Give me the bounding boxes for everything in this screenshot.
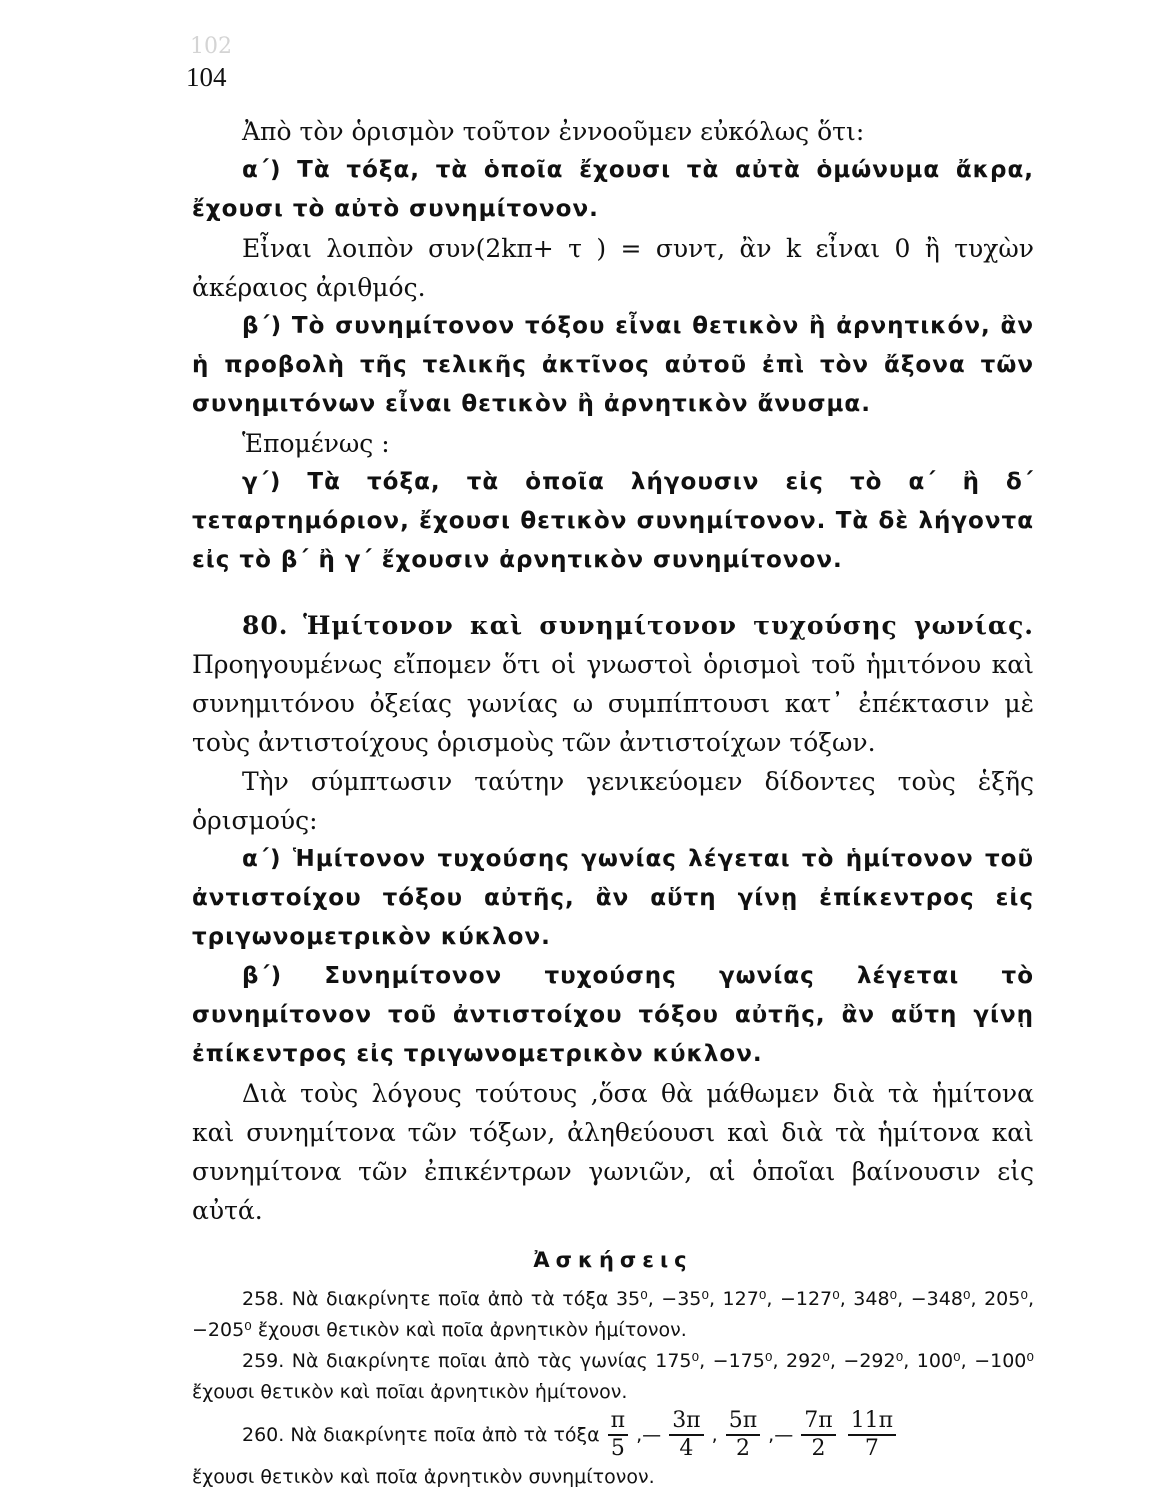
- exercise-260-lead: 260. Νὰ διακρίνητε ποῖα ἀπὸ τὰ τόξα: [242, 1423, 600, 1446]
- fraction-4-den: 2: [811, 1436, 826, 1461]
- intro-paragraph: Ἀπὸ τὸν ὁρισμὸν τοῦτον ἐννοοῦμεν εὐκόλως ὅτι:: [242, 117, 865, 146]
- section-80-paragraph: [192, 606, 1034, 762]
- exercise-260-tail: ἔχουσι θετικὸν καὶ ποῖα ἀρνητικὸν συνημίτονον.: [192, 1466, 655, 1488]
- fraction-3-sign: ,: [711, 1423, 718, 1446]
- fraction-3-den: 2: [735, 1436, 750, 1461]
- fraction-3: [726, 1408, 760, 1462]
- rule-gamma-1: γ΄) Τὰ τόξα, τὰ ὁποῖα λήγουσιν εἰς τὸ α΄ ἢ δ΄ τεταρτημόριον, ἔχουσι θετικὸν συνημίτονον. Τὰ δὲ λήγοντα εἰς τὸ β΄ ἢ γ΄ ἔχουσιν ἀρνητικὸν συνημίτονον.: [192, 469, 1034, 573]
- rule-beta-2: β΄) Συνημίτονον τυχούσης γωνίας λέγεται τὸ συνημίτονον τοῦ ἀντιστοίχου τόξου αὐτῆς, ἂν αὕτη γίνῃ ἐπίκεντρος εἰς τριγωνομετρικὸν κύκλον.: [192, 963, 1034, 1067]
- fraction-4-sign: ,—: [768, 1423, 794, 1446]
- fraction-1-num: π: [608, 1408, 628, 1436]
- rule-alpha-1: α΄) Τὰ τόξα, τὰ ὁποῖα ἔχουσι τὰ αὐτὰ ὁμώνυμα ἄκρα, ἔχουσι τὸ αὐτὸ συνημίτονον.: [192, 157, 1034, 222]
- rule-beta-1: β΄) Τὸ συνημίτονον τόξου εἶναι θετικὸν ἢ ἀρνητικόν, ἂν ἡ προβολὴ τῆς τελικῆς ἀκτῖνος αὐτοῦ ἐπὶ τὸν ἄξονα τῶν συνημιτόνων εἶναι θετικὸν ἢ ἀρνητικὸν ἄνυσμα.: [192, 313, 1034, 417]
- fraction-4: [801, 1408, 835, 1462]
- fraction-5: [848, 1408, 896, 1462]
- generalize-paragraph: Τὴν σύμπτωσιν ταύτην γενικεύομεν δίδοντες τοὺς ἑξῆς ὁρισμούς:: [192, 767, 1034, 835]
- page-body: [192, 112, 1034, 1493]
- fraction-1: [604, 1408, 632, 1462]
- bleed-through-page-number: 102: [190, 34, 232, 59]
- fraction-2-den: 4: [679, 1436, 694, 1461]
- rule-alpha-2: α΄) Ἡμίτονον τυχούσης γωνίας λέγεται τὸ ἡμίτονον τοῦ ἀντιστοίχου τόξου αὐτῆς, ἂν αὕτη γίνῃ ἐπίκεντρος εἰς τριγωνομετρικὸν κύκλον.: [192, 846, 1034, 950]
- fraction-4-num: 7π: [801, 1408, 835, 1436]
- exercise-259: 259. Νὰ διακρίνητε ποῖαι ἀπὸ τὰς γωνίας 175⁰, −175⁰, 292⁰, −292⁰, 100⁰, −100⁰ ἔχουσι θετικὸν καὶ ποῖαι ἀρνητικὸν ἡμίτονον.: [192, 1350, 1034, 1403]
- exercise-258: 258. Νὰ διακρίνητε ποῖα ἀπὸ τὰ τόξα 35⁰, −35⁰, 127⁰, −127⁰, 348⁰, −348⁰, 205⁰, −205⁰ ἔχουσι θετικὸν καὶ ποῖα ἀρνητικὸν ἡμίτονον.: [192, 1288, 1034, 1341]
- equation-paragraph: Εἶναι λοιπὸν συν(2kπ+ τ ) = συντ, ἂν k εἶναι 0 ἢ τυχὼν ἀκέραιος ἀριθμός.: [192, 234, 1034, 302]
- fraction-5-den: 7: [864, 1436, 879, 1461]
- page-number: 104: [186, 62, 227, 92]
- fraction-2-num: 3π: [669, 1408, 703, 1436]
- exercise-260: [192, 1408, 1034, 1462]
- exercises-heading: Ἀσκήσεις: [533, 1248, 693, 1272]
- section-number: 80.: [242, 611, 289, 640]
- fraction-5-num: 11π: [848, 1408, 896, 1436]
- fraction-1-den: 5: [610, 1436, 625, 1461]
- fraction-2-sign: ,—: [636, 1423, 662, 1446]
- fraction-3-num: 5π: [726, 1408, 760, 1436]
- closing-paragraph: Διὰ τοὺς λόγους τούτους ,ὅσα θὰ μάθωμεν διὰ τὰ ἡμίτονα καὶ συνημίτονα τῶν τόξων, ἀληθεύουσι καὶ διὰ τὰ ἡμίτονα καὶ συνημίτονα τῶν ἐπικέντρων γωνιῶν, αἱ ὁποῖαι βαίνουσιν εἰς αὐτά.: [192, 1079, 1034, 1225]
- section-title: Ἡμίτονον καὶ συνημίτονον τυχούσης γωνίας.: [303, 611, 1034, 640]
- hence-line: Ἑπομένως :: [242, 429, 390, 458]
- section-body: Προηγουμένως εἴπομεν ὅτι οἱ γνωστοὶ ὁρισμοὶ τοῦ ἡμιτόνου καὶ συνημιτόνου ὀξείας γωνίας ω συμπίπτουσι κατ᾽ ἐπέκτασιν μὲ τοὺς ἀντιστοίχους ὁρισμοὺς τῶν ἀντιστοίχων τόξων.: [192, 650, 1034, 757]
- fraction-2: [669, 1408, 703, 1462]
